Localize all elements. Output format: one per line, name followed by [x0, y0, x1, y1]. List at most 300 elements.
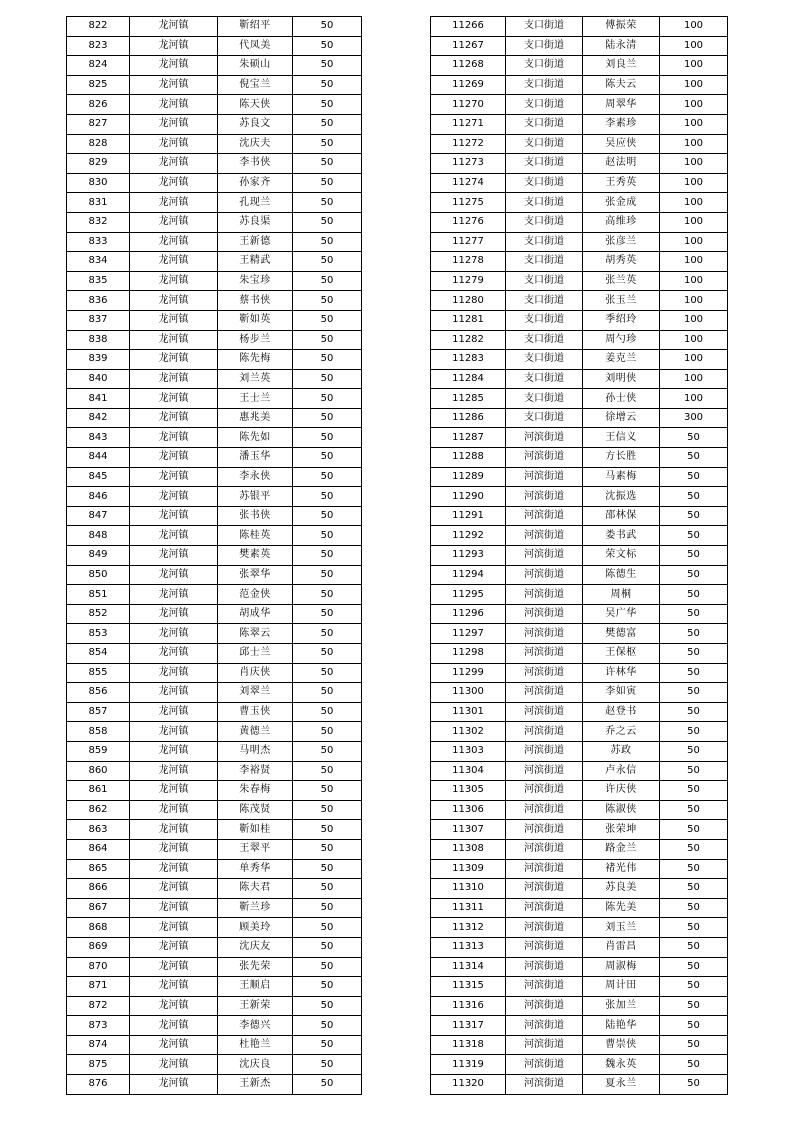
- amount-cell: 100: [660, 193, 728, 213]
- amount-cell: 50: [293, 761, 362, 781]
- name-cell: 李书侠: [218, 154, 293, 174]
- amount-cell: 50: [293, 820, 362, 840]
- row-number-cell: 828: [67, 134, 130, 154]
- row-number-cell: 11274: [431, 173, 506, 193]
- row-number-cell: 11272: [431, 134, 506, 154]
- table-row: [431, 389, 728, 409]
- table-row: [67, 350, 362, 370]
- table-row: [67, 487, 362, 507]
- table-row: [431, 585, 728, 605]
- row-number-cell: 837: [67, 310, 130, 330]
- amount-cell: 50: [293, 75, 362, 95]
- town-cell: 龙河镇: [130, 448, 218, 468]
- name-cell: 孙士侠: [583, 389, 660, 409]
- row-number-cell: 825: [67, 75, 130, 95]
- town-cell: 支口街道: [506, 17, 583, 37]
- row-number-cell: 11297: [431, 624, 506, 644]
- town-cell: 龙河镇: [130, 389, 218, 409]
- name-cell: 靳绍平: [218, 17, 293, 37]
- amount-cell: 50: [660, 800, 728, 820]
- town-cell: 龙河镇: [130, 918, 218, 938]
- amount-cell: 100: [660, 95, 728, 115]
- table-row: [67, 859, 362, 879]
- name-cell: 李永侠: [218, 467, 293, 487]
- row-number-cell: 866: [67, 879, 130, 899]
- row-number-cell: 11316: [431, 996, 506, 1016]
- row-number-cell: 11287: [431, 428, 506, 448]
- table-row: [431, 1035, 728, 1055]
- table-row: [431, 212, 728, 232]
- amount-cell: 300: [660, 408, 728, 428]
- town-cell: 龙河镇: [130, 193, 218, 213]
- name-cell: 苏银平: [218, 487, 293, 507]
- table-row: [67, 428, 362, 448]
- row-number-cell: 872: [67, 996, 130, 1016]
- name-cell: 张彦兰: [583, 232, 660, 252]
- town-cell: 河滨街道: [506, 604, 583, 624]
- name-cell: 蔡书侠: [218, 291, 293, 311]
- amount-cell: 50: [293, 663, 362, 683]
- town-cell: 河滨街道: [506, 741, 583, 761]
- amount-cell: 50: [293, 448, 362, 468]
- town-cell: 龙河镇: [130, 114, 218, 134]
- table-row: [67, 839, 362, 859]
- name-cell: 王保枢: [583, 644, 660, 664]
- town-cell: 龙河镇: [130, 722, 218, 742]
- table-row: [431, 996, 728, 1016]
- amount-cell: 50: [293, 918, 362, 938]
- row-number-cell: 832: [67, 212, 130, 232]
- row-number-cell: 11301: [431, 702, 506, 722]
- amount-cell: 100: [660, 114, 728, 134]
- table-row: [67, 154, 362, 174]
- row-number-cell: 836: [67, 291, 130, 311]
- table-row: [431, 1075, 728, 1095]
- name-cell: 张金成: [583, 193, 660, 213]
- row-number-cell: 11270: [431, 95, 506, 115]
- row-number-cell: 861: [67, 781, 130, 801]
- town-cell: 龙河镇: [130, 683, 218, 703]
- amount-cell: 50: [660, 879, 728, 899]
- amount-cell: 50: [660, 663, 728, 683]
- row-number-cell: 833: [67, 232, 130, 252]
- table-row: [431, 1016, 728, 1036]
- name-cell: 吴应侠: [583, 134, 660, 154]
- name-cell: 陈夫云: [583, 75, 660, 95]
- amount-cell: 50: [660, 506, 728, 526]
- name-cell: 陈茂贤: [218, 800, 293, 820]
- name-cell: 孙家齐: [218, 173, 293, 193]
- table-row: [67, 722, 362, 742]
- amount-cell: 100: [660, 310, 728, 330]
- amount-cell: 50: [293, 1016, 362, 1036]
- name-cell: 刘良兰: [583, 56, 660, 76]
- table-row: [431, 75, 728, 95]
- table-row: [67, 389, 362, 409]
- amount-cell: 50: [660, 1035, 728, 1055]
- row-number-cell: 862: [67, 800, 130, 820]
- town-cell: 河滨街道: [506, 644, 583, 664]
- name-cell: 张加兰: [583, 996, 660, 1016]
- amount-cell: 50: [293, 898, 362, 918]
- town-cell: 河滨街道: [506, 937, 583, 957]
- amount-cell: 50: [293, 408, 362, 428]
- amount-cell: 100: [660, 252, 728, 272]
- town-cell: 龙河镇: [130, 173, 218, 193]
- name-cell: 王信义: [583, 428, 660, 448]
- name-cell: 陆艳华: [583, 1016, 660, 1036]
- town-cell: 支口街道: [506, 232, 583, 252]
- amount-cell: 100: [660, 232, 728, 252]
- town-cell: 龙河镇: [130, 800, 218, 820]
- amount-cell: 50: [293, 800, 362, 820]
- table-row: [67, 526, 362, 546]
- name-cell: 周翠华: [583, 95, 660, 115]
- amount-cell: 50: [293, 1035, 362, 1055]
- table-row: [431, 604, 728, 624]
- table-row: [67, 369, 362, 389]
- amount-cell: 50: [660, 722, 728, 742]
- row-number-cell: 845: [67, 467, 130, 487]
- row-number-cell: 11285: [431, 389, 506, 409]
- amount-cell: 50: [293, 95, 362, 115]
- row-number-cell: 850: [67, 565, 130, 585]
- amount-cell: 50: [293, 134, 362, 154]
- row-number-cell: 843: [67, 428, 130, 448]
- table-row: [67, 193, 362, 213]
- amount-cell: 50: [293, 56, 362, 76]
- table-row: [67, 291, 362, 311]
- name-cell: 杨步兰: [218, 330, 293, 350]
- amount-cell: 50: [660, 702, 728, 722]
- table-row: [67, 937, 362, 957]
- amount-cell: 50: [293, 1055, 362, 1075]
- town-cell: 支口街道: [506, 408, 583, 428]
- town-cell: 龙河镇: [130, 75, 218, 95]
- amount-cell: 50: [293, 624, 362, 644]
- town-cell: 龙河镇: [130, 977, 218, 997]
- table-row: [67, 996, 362, 1016]
- town-cell: 河滨街道: [506, 663, 583, 683]
- table-row: [67, 17, 362, 37]
- town-cell: 支口街道: [506, 212, 583, 232]
- table-row: [431, 467, 728, 487]
- name-cell: 胡秀英: [583, 252, 660, 272]
- town-cell: 河滨街道: [506, 1055, 583, 1075]
- amount-cell: 50: [293, 428, 362, 448]
- row-number-cell: 856: [67, 683, 130, 703]
- amount-cell: 100: [660, 134, 728, 154]
- amount-cell: 50: [293, 977, 362, 997]
- table-row: [431, 702, 728, 722]
- amount-cell: 50: [660, 937, 728, 957]
- table-row: [431, 134, 728, 154]
- amount-cell: 50: [660, 1055, 728, 1075]
- row-number-cell: 11271: [431, 114, 506, 134]
- amount-cell: 50: [293, 702, 362, 722]
- amount-cell: 50: [660, 467, 728, 487]
- table-row: [431, 644, 728, 664]
- row-number-cell: 11266: [431, 17, 506, 37]
- row-number-cell: 11279: [431, 271, 506, 291]
- name-cell: 苏良渠: [218, 212, 293, 232]
- row-number-cell: 869: [67, 937, 130, 957]
- town-cell: 河滨街道: [506, 957, 583, 977]
- amount-cell: 50: [660, 839, 728, 859]
- town-cell: 支口街道: [506, 75, 583, 95]
- amount-cell: 50: [293, 781, 362, 801]
- amount-cell: 100: [660, 369, 728, 389]
- name-cell: 高维珍: [583, 212, 660, 232]
- name-cell: 陈德生: [583, 565, 660, 585]
- row-number-cell: 11288: [431, 448, 506, 468]
- town-cell: 龙河镇: [130, 741, 218, 761]
- town-cell: 河滨街道: [506, 624, 583, 644]
- table-row: [431, 448, 728, 468]
- row-number-cell: 844: [67, 448, 130, 468]
- amount-cell: 50: [660, 996, 728, 1016]
- name-cell: 朱宝珍: [218, 271, 293, 291]
- name-cell: 王新杰: [218, 1075, 293, 1095]
- name-cell: 顾美玲: [218, 918, 293, 938]
- table-row: [431, 428, 728, 448]
- town-cell: 龙河镇: [130, 996, 218, 1016]
- table-row: [67, 408, 362, 428]
- amount-cell: 50: [660, 1016, 728, 1036]
- row-number-cell: 839: [67, 350, 130, 370]
- row-number-cell: 871: [67, 977, 130, 997]
- amount-cell: 50: [293, 389, 362, 409]
- amount-cell: 50: [293, 937, 362, 957]
- row-number-cell: 11307: [431, 820, 506, 840]
- row-number-cell: 11286: [431, 408, 506, 428]
- row-number-cell: 863: [67, 820, 130, 840]
- amount-cell: 50: [293, 585, 362, 605]
- town-cell: 河滨街道: [506, 526, 583, 546]
- amount-cell: 50: [660, 644, 728, 664]
- amount-cell: 50: [293, 546, 362, 566]
- table-row: [431, 761, 728, 781]
- amount-cell: 50: [660, 820, 728, 840]
- name-cell: 靳兰珍: [218, 898, 293, 918]
- name-cell: 乔之云: [583, 722, 660, 742]
- town-cell: 支口街道: [506, 95, 583, 115]
- town-cell: 龙河镇: [130, 898, 218, 918]
- amount-cell: 50: [293, 683, 362, 703]
- town-cell: 龙河镇: [130, 546, 218, 566]
- town-cell: 河滨街道: [506, 898, 583, 918]
- amount-cell: 50: [293, 565, 362, 585]
- name-cell: 王顺启: [218, 977, 293, 997]
- table-row: [67, 820, 362, 840]
- amount-cell: 50: [293, 526, 362, 546]
- table-row: [431, 271, 728, 291]
- name-cell: 张翠华: [218, 565, 293, 585]
- row-number-cell: 11277: [431, 232, 506, 252]
- town-cell: 龙河镇: [130, 252, 218, 272]
- name-cell: 陈桂英: [218, 526, 293, 546]
- name-cell: 傅振荣: [583, 17, 660, 37]
- row-number-cell: 849: [67, 546, 130, 566]
- table-row: [67, 800, 362, 820]
- amount-cell: 50: [660, 977, 728, 997]
- table-row: [431, 800, 728, 820]
- table-row: [431, 624, 728, 644]
- amount-cell: 100: [660, 271, 728, 291]
- table-row: [431, 154, 728, 174]
- amount-cell: 50: [293, 604, 362, 624]
- row-number-cell: 11281: [431, 310, 506, 330]
- amount-cell: 50: [293, 350, 362, 370]
- amount-cell: 50: [293, 722, 362, 742]
- table-row: [431, 859, 728, 879]
- town-cell: 河滨街道: [506, 879, 583, 899]
- row-number-cell: 11283: [431, 350, 506, 370]
- left-table-body: [67, 17, 362, 1095]
- row-number-cell: 851: [67, 585, 130, 605]
- name-cell: 徐增云: [583, 408, 660, 428]
- row-number-cell: 11319: [431, 1055, 506, 1075]
- town-cell: 龙河镇: [130, 95, 218, 115]
- name-cell: 苏政: [583, 741, 660, 761]
- name-cell: 孔现兰: [218, 193, 293, 213]
- amount-cell: 50: [660, 546, 728, 566]
- row-number-cell: 11298: [431, 644, 506, 664]
- name-cell: 樊德富: [583, 624, 660, 644]
- name-cell: 刘玉兰: [583, 918, 660, 938]
- name-cell: 许林华: [583, 663, 660, 683]
- name-cell: 胡成华: [218, 604, 293, 624]
- amount-cell: 50: [660, 585, 728, 605]
- row-number-cell: 841: [67, 389, 130, 409]
- table-row: [67, 761, 362, 781]
- name-cell: 张玉兰: [583, 291, 660, 311]
- table-row: [431, 722, 728, 742]
- amount-cell: 50: [293, 271, 362, 291]
- name-cell: 陈先如: [218, 428, 293, 448]
- name-cell: 王士兰: [218, 389, 293, 409]
- amount-cell: 100: [660, 56, 728, 76]
- name-cell: 季绍玲: [583, 310, 660, 330]
- name-cell: 娄书武: [583, 526, 660, 546]
- name-cell: 代凤美: [218, 36, 293, 56]
- row-number-cell: 11304: [431, 761, 506, 781]
- table-row: [67, 879, 362, 899]
- table-row: [67, 702, 362, 722]
- row-number-cell: 11294: [431, 565, 506, 585]
- table-row: [431, 232, 728, 252]
- table-row: [67, 604, 362, 624]
- name-cell: 刘明侠: [583, 369, 660, 389]
- row-number-cell: 11296: [431, 604, 506, 624]
- row-number-cell: 848: [67, 526, 130, 546]
- town-cell: 河滨街道: [506, 683, 583, 703]
- town-cell: 支口街道: [506, 56, 583, 76]
- name-cell: 刘兰英: [218, 369, 293, 389]
- name-cell: 杜艳兰: [218, 1035, 293, 1055]
- name-cell: 周计田: [583, 977, 660, 997]
- row-number-cell: 11282: [431, 330, 506, 350]
- name-cell: 许庆侠: [583, 781, 660, 801]
- table-row: [67, 252, 362, 272]
- town-cell: 支口街道: [506, 350, 583, 370]
- table-row: [431, 252, 728, 272]
- amount-cell: 50: [293, 154, 362, 174]
- row-number-cell: 853: [67, 624, 130, 644]
- amount-cell: 50: [293, 291, 362, 311]
- name-cell: 李裕贤: [218, 761, 293, 781]
- table-row: [431, 17, 728, 37]
- town-cell: 龙河镇: [130, 565, 218, 585]
- right-roster-table: [430, 16, 728, 1095]
- name-cell: 李如寅: [583, 683, 660, 703]
- table-row: [67, 1016, 362, 1036]
- town-cell: 河滨街道: [506, 585, 583, 605]
- name-cell: 靳如桂: [218, 820, 293, 840]
- amount-cell: 50: [293, 957, 362, 977]
- table-row: [67, 330, 362, 350]
- row-number-cell: 11305: [431, 781, 506, 801]
- row-number-cell: 11299: [431, 663, 506, 683]
- row-number-cell: 842: [67, 408, 130, 428]
- row-number-cell: 824: [67, 56, 130, 76]
- town-cell: 龙河镇: [130, 859, 218, 879]
- town-cell: 龙河镇: [130, 761, 218, 781]
- name-cell: 陆永清: [583, 36, 660, 56]
- row-number-cell: 834: [67, 252, 130, 272]
- amount-cell: 50: [660, 957, 728, 977]
- table-row: [431, 350, 728, 370]
- town-cell: 龙河镇: [130, 663, 218, 683]
- name-cell: 靳如英: [218, 310, 293, 330]
- amount-cell: 50: [660, 448, 728, 468]
- table-row: [67, 546, 362, 566]
- town-cell: 河滨街道: [506, 565, 583, 585]
- amount-cell: 100: [660, 212, 728, 232]
- name-cell: 姜克兰: [583, 350, 660, 370]
- town-cell: 龙河镇: [130, 271, 218, 291]
- table-row: [431, 173, 728, 193]
- row-number-cell: 864: [67, 839, 130, 859]
- town-cell: 龙河镇: [130, 56, 218, 76]
- amount-cell: 50: [293, 467, 362, 487]
- table-row: [67, 898, 362, 918]
- amount-cell: 100: [660, 350, 728, 370]
- row-number-cell: 11315: [431, 977, 506, 997]
- name-cell: 吴广华: [583, 604, 660, 624]
- row-number-cell: 11313: [431, 937, 506, 957]
- table-row: [67, 114, 362, 134]
- table-row: [67, 624, 362, 644]
- row-number-cell: 11278: [431, 252, 506, 272]
- row-number-cell: 11290: [431, 487, 506, 507]
- table-row: [431, 330, 728, 350]
- name-cell: 单秀华: [218, 859, 293, 879]
- town-cell: 支口街道: [506, 369, 583, 389]
- name-cell: 邵林保: [583, 506, 660, 526]
- town-cell: 龙河镇: [130, 291, 218, 311]
- amount-cell: 50: [293, 996, 362, 1016]
- amount-cell: 100: [660, 17, 728, 37]
- row-number-cell: 11289: [431, 467, 506, 487]
- town-cell: 河滨街道: [506, 859, 583, 879]
- amount-cell: 50: [293, 741, 362, 761]
- town-cell: 龙河镇: [130, 604, 218, 624]
- name-cell: 方长胜: [583, 448, 660, 468]
- row-number-cell: 830: [67, 173, 130, 193]
- name-cell: 沈庆友: [218, 937, 293, 957]
- amount-cell: 100: [660, 389, 728, 409]
